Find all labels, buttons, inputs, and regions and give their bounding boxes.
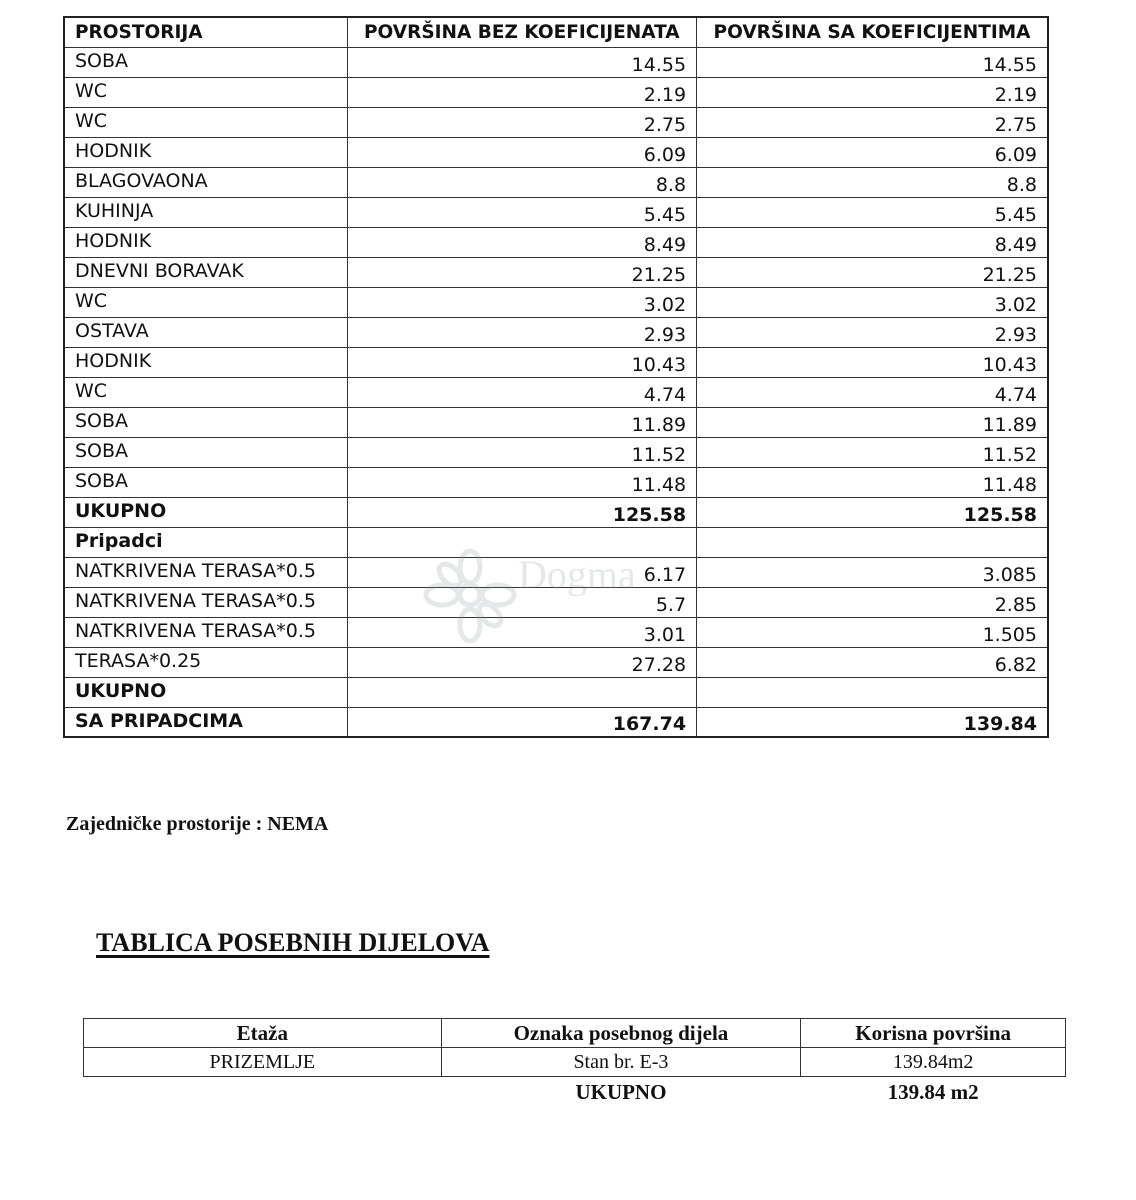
area-without-coefficient: 11.89 bbox=[347, 407, 696, 437]
empty-cell bbox=[347, 677, 696, 707]
area-with-coefficient: 11.52 bbox=[697, 437, 1048, 467]
area-with-coefficient: 10.43 bbox=[697, 347, 1048, 377]
room-name: DNEVNI BORAVAK bbox=[64, 257, 347, 287]
area-with-coefficient: 14.55 bbox=[697, 47, 1048, 77]
table-row bbox=[64, 557, 1048, 587]
header-floor: Etaža bbox=[84, 1019, 442, 1048]
empty-cell bbox=[697, 677, 1048, 707]
table-row bbox=[64, 77, 1048, 107]
parts-header-row bbox=[84, 1019, 1066, 1048]
room-name: WC bbox=[64, 77, 347, 107]
area-without-coefficient: 8.8 bbox=[347, 167, 696, 197]
room-name: WC bbox=[64, 287, 347, 317]
room-area-table bbox=[63, 16, 1049, 738]
area-without-coefficient: 2.93 bbox=[347, 317, 696, 347]
table-row bbox=[64, 47, 1048, 77]
area-with-coefficient: 4.74 bbox=[697, 377, 1048, 407]
room-name: SOBA bbox=[64, 467, 347, 497]
area-with-coefficient: 21.25 bbox=[697, 257, 1048, 287]
area-with-coefficient: 3.02 bbox=[697, 287, 1048, 317]
area-without-coefficient: 6.09 bbox=[347, 137, 696, 167]
appurtenance-name: NATKRIVENA TERASA*0.5 bbox=[64, 557, 347, 587]
cell-mark: Stan br. E-3 bbox=[441, 1048, 801, 1077]
area-with-coefficient: 2.75 bbox=[697, 107, 1048, 137]
room-name: HODNIK bbox=[64, 347, 347, 377]
table-row bbox=[64, 227, 1048, 257]
room-name: SOBA bbox=[64, 407, 347, 437]
area-without-coefficient: 21.25 bbox=[347, 257, 696, 287]
header-area-without: POVRŠINA BEZ KOEFICIJENATA bbox=[347, 17, 696, 47]
appurtenance-name: NATKRIVENA TERASA*0.5 bbox=[64, 587, 347, 617]
header-room: PROSTORIJA bbox=[64, 17, 347, 47]
total-without: 125.58 bbox=[347, 497, 696, 527]
table-row bbox=[64, 107, 1048, 137]
grand-total-without: 167.74 bbox=[347, 707, 696, 737]
cell-total-value: 139.84 m2 bbox=[887, 1080, 979, 1105]
total-with: 125.58 bbox=[697, 497, 1048, 527]
room-name: SOBA bbox=[64, 437, 347, 467]
header-usable-area: Korisna površina bbox=[801, 1019, 1066, 1048]
table-row bbox=[64, 377, 1048, 407]
area-with-coefficient: 6.82 bbox=[697, 647, 1048, 677]
table-row bbox=[64, 257, 1048, 287]
table-row bbox=[64, 287, 1048, 317]
parts-data-row bbox=[84, 1048, 1066, 1077]
area-without-coefficient: 3.01 bbox=[347, 617, 696, 647]
table-row bbox=[64, 647, 1048, 677]
table-row bbox=[64, 197, 1048, 227]
grand-total-label-line2: SA PRIPADCIMA bbox=[64, 707, 347, 737]
cell-floor: PRIZEMLJE bbox=[84, 1048, 442, 1077]
room-table-body bbox=[64, 47, 1048, 737]
area-with-coefficient: 2.19 bbox=[697, 77, 1048, 107]
room-name: SOBA bbox=[64, 47, 347, 77]
grand-total-row-1 bbox=[64, 677, 1048, 707]
room-table-header-row bbox=[64, 17, 1048, 47]
room-name: HODNIK bbox=[64, 137, 347, 167]
header-area-with: POVRŠINA SA KOEFICIJENTIMA bbox=[697, 17, 1048, 47]
area-without-coefficient: 8.49 bbox=[347, 227, 696, 257]
header-mark: Oznaka posebnog dijela bbox=[441, 1019, 801, 1048]
appurtenances-label: Pripadci bbox=[64, 527, 347, 557]
table-row bbox=[64, 167, 1048, 197]
cell-usable-area: 139.84m2 bbox=[801, 1048, 1066, 1077]
cell-total-label: UKUPNO bbox=[575, 1080, 667, 1105]
special-parts-table bbox=[83, 1018, 1066, 1109]
room-name: HODNIK bbox=[64, 227, 347, 257]
area-without-coefficient: 2.75 bbox=[347, 107, 696, 137]
table-row bbox=[64, 587, 1048, 617]
area-with-coefficient: 11.48 bbox=[697, 467, 1048, 497]
area-with-coefficient: 5.45 bbox=[697, 197, 1048, 227]
common-rooms-note: Zajedničke prostorije : NEMA bbox=[66, 813, 329, 835]
appurtenance-name: TERASA*0.25 bbox=[64, 647, 347, 677]
parts-total-row bbox=[84, 1077, 1066, 1109]
table-row bbox=[64, 407, 1048, 437]
table-row bbox=[64, 347, 1048, 377]
table-row bbox=[64, 437, 1048, 467]
table-row bbox=[64, 137, 1048, 167]
grand-total-with: 139.84 bbox=[697, 707, 1048, 737]
room-name: KUHINJA bbox=[64, 197, 347, 227]
area-without-coefficient: 11.52 bbox=[347, 437, 696, 467]
area-without-coefficient: 4.74 bbox=[347, 377, 696, 407]
room-name: BLAGOVAONA bbox=[64, 167, 347, 197]
area-without-coefficient: 3.02 bbox=[347, 287, 696, 317]
area-without-coefficient: 5.7 bbox=[347, 587, 696, 617]
area-with-coefficient: 8.8 bbox=[697, 167, 1048, 197]
grand-total-label-line1: UKUPNO bbox=[64, 677, 347, 707]
watermark-text: Dogma bbox=[518, 552, 636, 597]
area-with-coefficient: 1.505 bbox=[697, 617, 1048, 647]
area-without-coefficient: 10.43 bbox=[347, 347, 696, 377]
area-with-coefficient: 11.89 bbox=[697, 407, 1048, 437]
grand-total-row-2 bbox=[64, 707, 1048, 737]
area-with-coefficient: 2.93 bbox=[697, 317, 1048, 347]
appurtenance-name: NATKRIVENA TERASA*0.5 bbox=[64, 617, 347, 647]
area-with-coefficient: 6.09 bbox=[697, 137, 1048, 167]
total-label: UKUPNO bbox=[64, 497, 347, 527]
total-row bbox=[64, 497, 1048, 527]
area-without-coefficient: 5.45 bbox=[347, 197, 696, 227]
area-with-coefficient: 3.085 bbox=[697, 557, 1048, 587]
area-without-coefficient: 2.19 bbox=[347, 77, 696, 107]
parts-table-title: TABLICA POSEBNIH DIJELOVA bbox=[96, 928, 490, 957]
room-name: OSTAVA bbox=[64, 317, 347, 347]
room-name: WC bbox=[64, 377, 347, 407]
table-row bbox=[64, 467, 1048, 497]
area-without-coefficient: 6.17 bbox=[347, 557, 696, 587]
area-with-coefficient: 8.49 bbox=[697, 227, 1048, 257]
area-with-coefficient: 2.85 bbox=[697, 587, 1048, 617]
empty-cell bbox=[347, 527, 696, 557]
table-row bbox=[64, 317, 1048, 347]
area-without-coefficient: 14.55 bbox=[347, 47, 696, 77]
empty-cell bbox=[697, 527, 1048, 557]
area-without-coefficient: 11.48 bbox=[347, 467, 696, 497]
cell-blank bbox=[84, 1077, 442, 1109]
area-without-coefficient: 27.28 bbox=[347, 647, 696, 677]
room-name: WC bbox=[64, 107, 347, 137]
appurtenances-row bbox=[64, 527, 1048, 557]
table-row bbox=[64, 617, 1048, 647]
